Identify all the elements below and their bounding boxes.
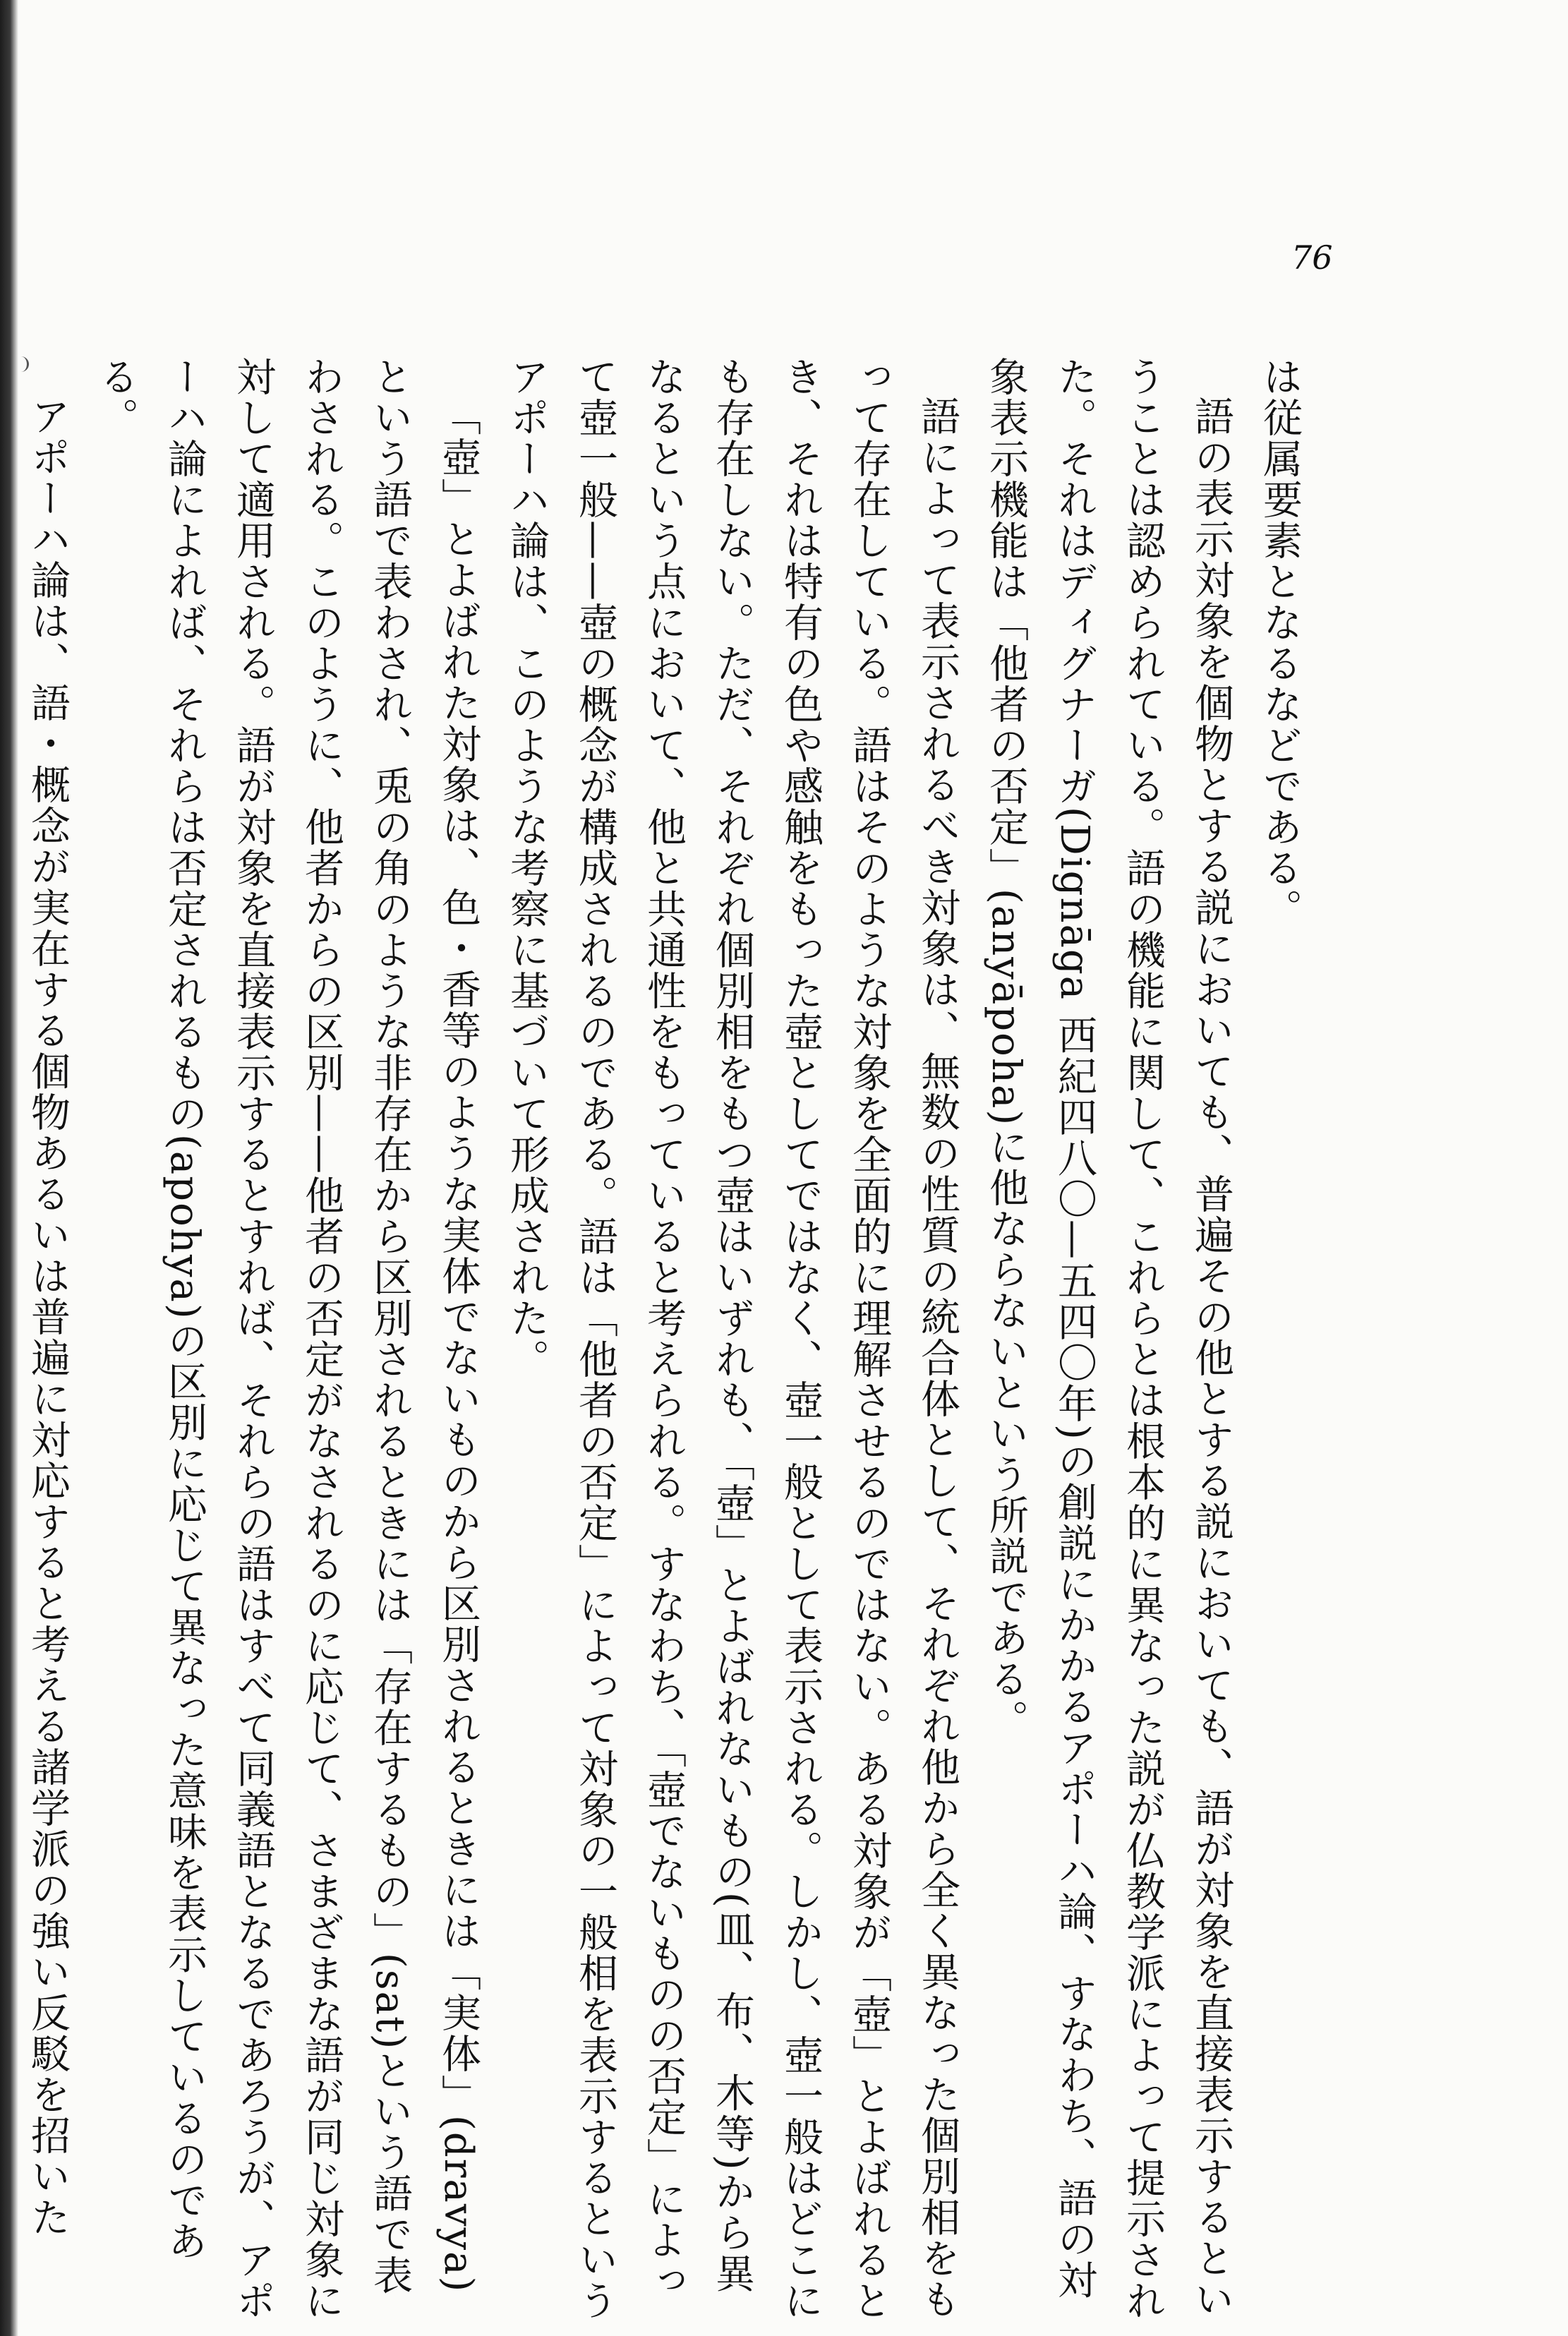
paragraph: アポーハ論は、語・概念が実在する個物あるいは普遍に対応すると考える諸学派の強い反駁を招いた bbox=[25, 396, 71, 2238]
paragraph: 語の表示対象を個物とする説においても、普遍その他とする説においても、語が対象を直接表示するということは認められている。語の機能に関して、これらとは根本的に異なった説が仏教学派によって提示された。それはディグナーガ(Dignāga 西紀四八〇—五四〇年)の創説にかかるアポーハ論、すなわち、語の対象表示機能は「他者の否定」(anyāpoha)に他ならないという所説である。 bbox=[983, 356, 1234, 2321]
paragraph: 「壺」とよばれた対象は、色・香等のような実体でないものから区別されるときには「実体」(dravya)という語で表わされ、兎の角のような非存在から区別されるときには「存在するもの」(sat)という語で表わされる。このように、他者からの区別——他者の否定がなされるのに応じて、さまざまな語が同じ対象に対して適用される。語が対象を直接表示するとすれば、それらの語はすべて同義語となるであろうが、アポーハ論によれば、それらは否定されるもの(apohya)の区別に応じて異なった意味を表示しているのである。 bbox=[93, 356, 481, 2321]
paragraph: は従属要素となるなどである。 bbox=[1257, 356, 1303, 929]
paragraph: 語によって表示されるべき対象は、無数の性質の統合体として、それぞれ他から全く異なった個別相をもって存在している。語はそのような対象を全面的に理解させるのではない。ある対象が「壺」とよばれるとき、それは特有の色や感触をもった壺としてではなく、壺一般として表示される。しかし、壺一般はどこにも存在しない。ただ、それぞれ個別相をもつ壺はいずれも、「壺」とよばれないもの(皿、布、木等)から異なるという点において、他と共通性をもっていると考えられる。すなわち、「壺でないものの否定」によって壺一般——壺の概念が構成されるのである。語は「他者の否定」によって対象の一般相を表示するというアポーハ論は、このような考察に基づいて形成された。 bbox=[504, 356, 960, 2321]
body-text bbox=[13, 356, 1314, 2332]
page-number: 76 bbox=[1291, 239, 1333, 277]
